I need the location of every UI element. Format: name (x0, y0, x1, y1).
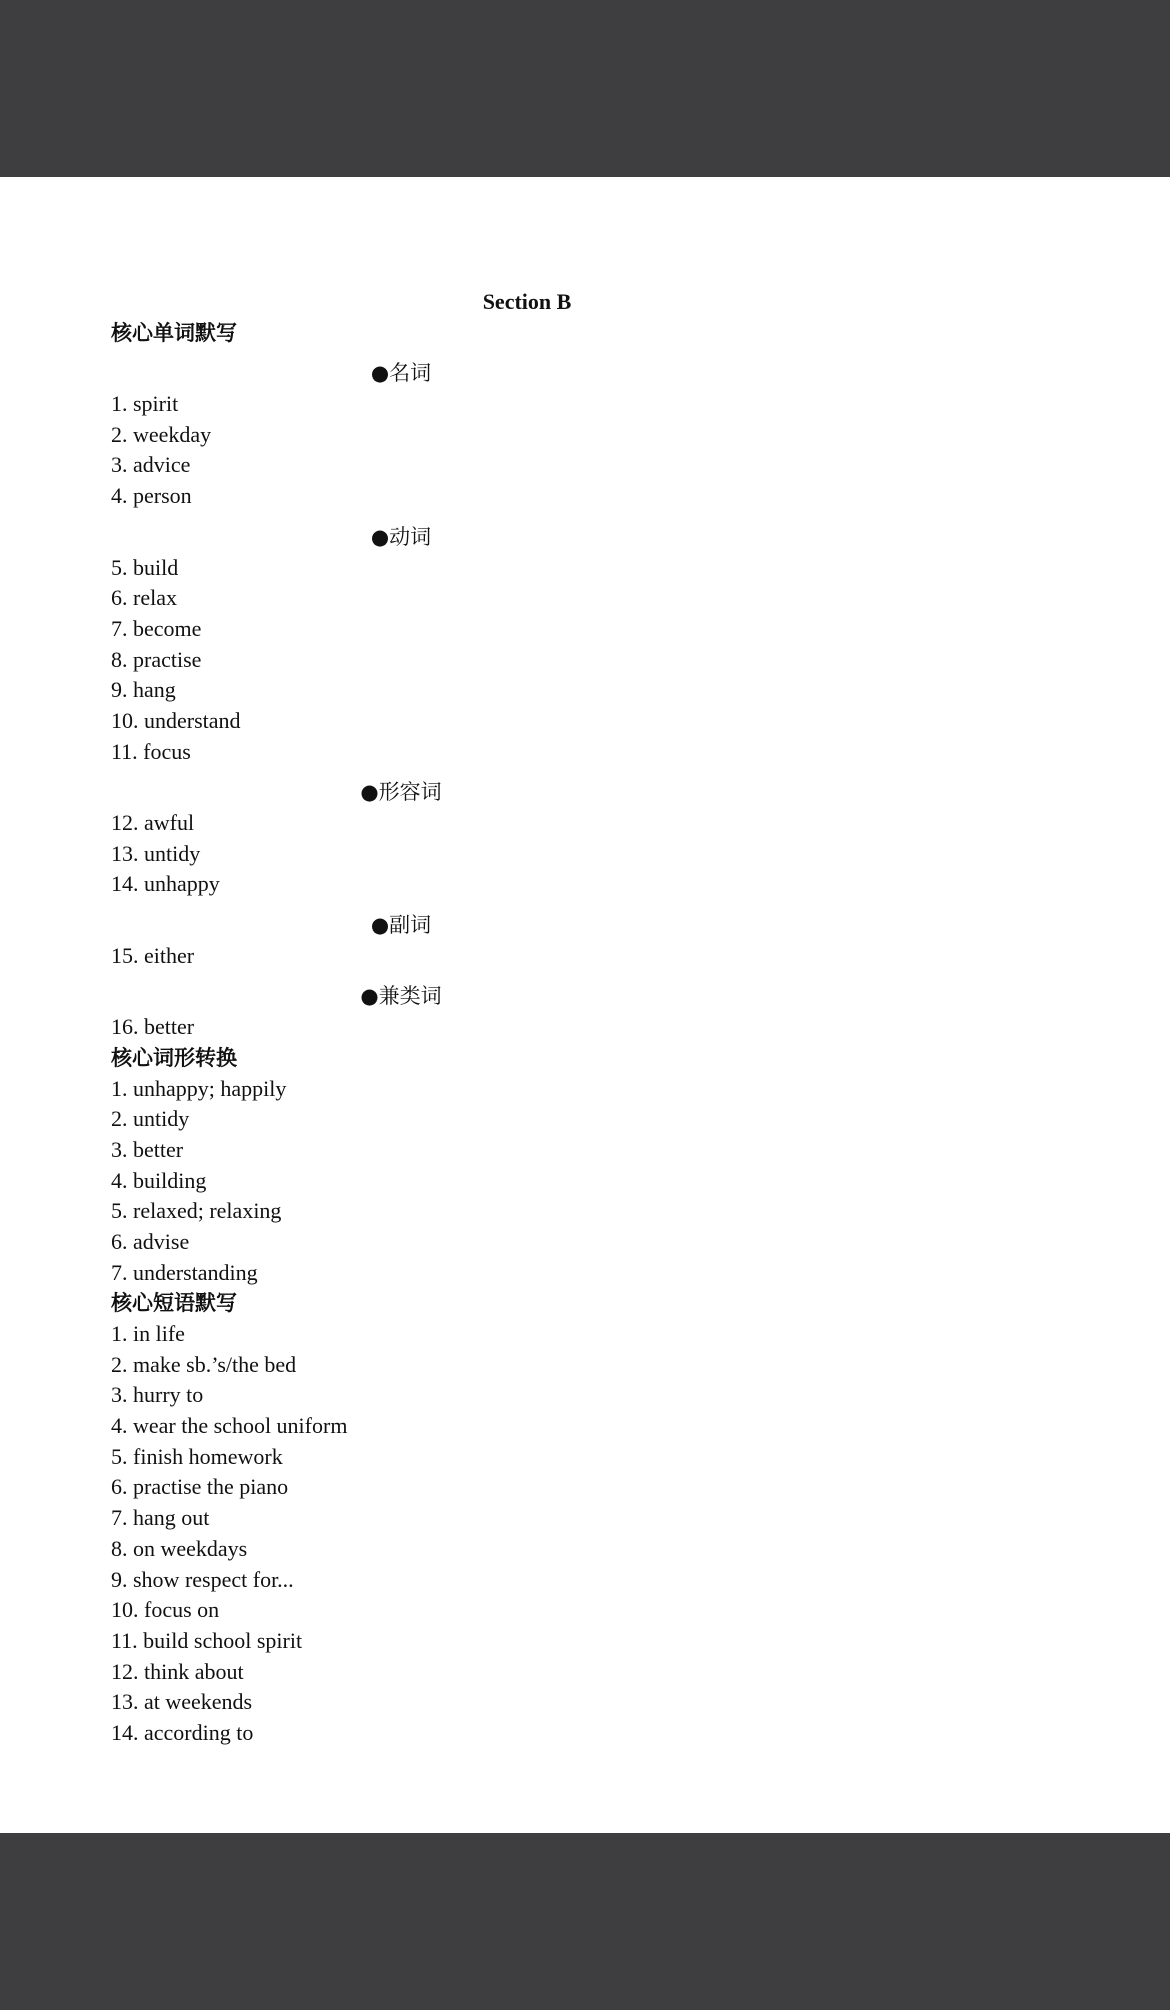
viewer-top-bar (0, 0, 1170, 177)
list-item: 8. on weekdays (111, 1535, 248, 1561)
list-item: 3. advice (111, 452, 191, 478)
list-item: 14. according to (111, 1719, 254, 1745)
part-of-speech-label: ●兼类词 (360, 984, 442, 1009)
page-title: Section B (482, 289, 572, 314)
list-item: 12. awful (111, 810, 195, 835)
list-item: 9. show respect for... (111, 1566, 294, 1592)
list-item: 10. focus on (111, 1597, 220, 1623)
list-item: 4. building (111, 1167, 207, 1193)
list-item: 3. hurry to (111, 1382, 204, 1408)
viewer-bottom-bar (0, 1833, 1170, 2010)
list-item: 6. advise (111, 1228, 190, 1254)
list-item: 2. make sb.’s/the bed (111, 1351, 297, 1377)
list-item: 11. focus (111, 738, 191, 764)
word-form-section (111, 1074, 911, 1289)
list-item: 4. wear the school uniform (111, 1413, 348, 1439)
list-item: 15. either (111, 942, 195, 968)
list-item: 9. hang (111, 677, 176, 703)
list-item: 1. in life (111, 1321, 185, 1346)
part-of-speech-label: ●动词 (370, 524, 432, 549)
phrase-dictation-section (111, 1319, 911, 1749)
page-content (111, 287, 911, 1749)
list-item: 4. person (111, 483, 192, 509)
part-of-speech-label: ●名词 (370, 361, 432, 386)
list-item: 3. better (111, 1136, 184, 1162)
part-of-speech-label: ●副词 (370, 913, 432, 938)
section-heading: 核心单词默写 (111, 320, 237, 345)
list-item: 6. relax (111, 585, 177, 611)
list-item: 14. unhappy (111, 871, 220, 897)
list-item: 7. understanding (111, 1259, 258, 1285)
list-item: 5. finish homework (111, 1443, 283, 1469)
list-item: 11. build school spirit (111, 1627, 303, 1653)
list-item: 13. untidy (111, 840, 201, 866)
list-item: 16. better (111, 1014, 195, 1040)
list-item: 12. think about (111, 1658, 244, 1684)
list-item: 5. relaxed; relaxing (111, 1198, 282, 1224)
section-heading: 核心词形转换 (111, 1045, 237, 1070)
part-of-speech-label: ●形容词 (360, 780, 442, 805)
list-item: 7. hang out (111, 1505, 210, 1531)
document-page (0, 177, 1170, 1833)
list-item: 1. spirit (111, 391, 179, 417)
list-item: 6. practise the piano (111, 1474, 289, 1500)
list-item: 10. understand (111, 707, 241, 733)
list-item: 2. weekday (111, 421, 212, 447)
list-item: 7. become (111, 615, 202, 641)
list-item: 5. build (111, 554, 179, 580)
section-heading: 核心短语默写 (111, 1291, 237, 1316)
word-dictation-section (111, 358, 911, 1042)
list-item: 13. at weekends (111, 1689, 253, 1715)
list-item: 8. practise (111, 646, 202, 672)
list-item: 1. unhappy; happily (111, 1075, 287, 1101)
list-item: 2. untidy (111, 1106, 190, 1132)
